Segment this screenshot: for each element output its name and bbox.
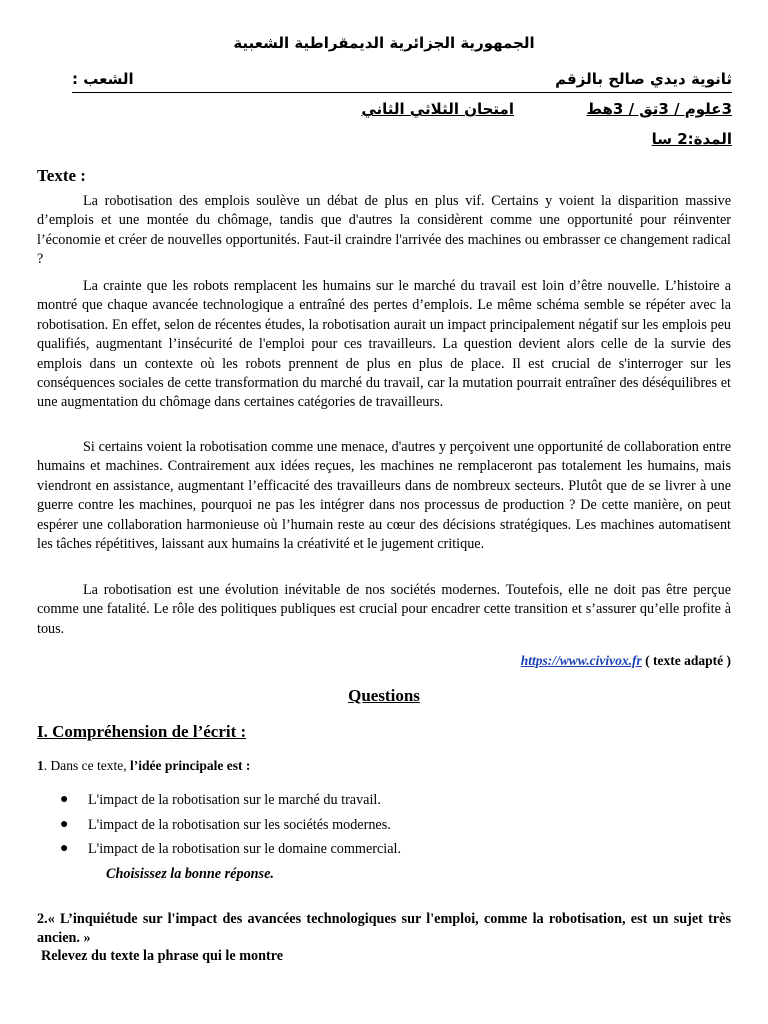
question-1-instruction: Choisissez la bonne réponse. — [106, 866, 274, 882]
class-levels: 3علوم / 3تق / 3هط — [586, 100, 732, 118]
source-note: ( texte adapté ) — [641, 653, 731, 668]
text-heading: Texte : — [37, 166, 86, 185]
question-1 — [37, 758, 250, 774]
paragraph-3: Si certains voient la robotisation comme une menace, d'autres y perçoivent une opportunité de collaboration entre humains et machines. Contrairement aux idées reçues, les machines ne remplaceront pas totalement les humains, mais viendront en assistance, augmentant l’efficacité des travailleurs dans de nombreux secteurs. Plutôt que de se livrer à une guerre contre les machines, pourquoi ne pas les intégrer dans nos processus de production ? De cette manière, on peut espérer une collaboration harmonieuse où l’humain reste au cœur des décisions stratégiques. Les machines automatisent les tâches répétitives, laissant aux humains la créativité et le jugement critique. — [37, 439, 731, 553]
bullet-dot-icon: ● — [60, 816, 69, 832]
question-1-options — [60, 790, 401, 864]
question-2: 2.« L’inquiétude sur l'impact des avancées technologiques sur l'emploi, comme la robotisation, est un sujet très ancien. » — [37, 911, 731, 947]
branch-label: الشعب : — [72, 70, 134, 88]
header-exam-row — [72, 100, 732, 122]
text-source — [521, 653, 731, 669]
list-item — [60, 815, 401, 840]
list-item — [60, 839, 401, 864]
list-item — [60, 790, 401, 815]
option-text: L'impact de la robotisation sur les sociétés modernes. — [88, 816, 391, 833]
country-title: الجمهورية الجزائرية الديمقراطية الشعبية — [233, 34, 535, 52]
exam-title: امتحان الثلاثي الثاني — [361, 100, 514, 118]
paragraph-4: La robotisation est une évolution inévitable de nos sociétés modernes. Toutefois, elle ne doit pas être perçue comme une fatalité. Le rôle des politiques publiques est crucial pour encadrer cette transition et s’assurer qu’elle profite à tous. — [37, 582, 731, 637]
school-name: ثانوية ديدي صالح بالزقم — [555, 70, 732, 88]
source-link[interactable]: https://www.civivox.fr — [520, 653, 642, 668]
header-school-row — [72, 70, 732, 93]
question-1-number: 1 — [37, 758, 44, 773]
bullet-dot-icon: ● — [60, 792, 69, 807]
exam-duration: المدة:2 سا — [651, 130, 732, 148]
option-text: L'impact de la robotisation sur le marché du travail. — [88, 792, 381, 808]
option-text: L'impact de la robotisation sur le domaine commercial. — [88, 841, 402, 857]
paragraph-2: La crainte que les robots remplacent les humains sur le marché du travail est loin d’être nouvelle. L’histoire a montré que chaque avancée technologique a entraîné des pertes d’emplois. Le même schéma semble se répéter avec la robotisation. En effet, selon de récentes études, la robotisation aurait un impact principalement négatif sur les emplois peu qualifiés, augmentant l’insécurité de l'emploi pour ces travailleurs. La question devient alors celle de la survie des emplois dans un contexte où les robots prennent de plus en plus de place. Il est crucial de s'interroger sur les conséquences sociales de cette transformation du marché du travail, car la mutation pourrait entraîner des déséquilibres et une augmentation du chômage dans certaines catégories de travailleurs. — [37, 278, 731, 411]
question-1-bold: l’idée principale est : — [129, 758, 251, 773]
question-1-prefix: . Dans ce texte, — [43, 758, 130, 773]
section-comprehension-title: I. Compréhension de l’écrit : — [37, 722, 247, 741]
header-duration-row — [72, 130, 732, 152]
question-2-instruction: Relevez du texte la phrase qui le montre — [41, 948, 284, 964]
bullet-dot-icon: ● — [60, 841, 69, 856]
questions-heading: Questions — [348, 686, 420, 705]
paragraph-1: La robotisation des emplois soulève un débat de plus en plus vif. Certains y voient la disparition massive d’emplois et une montée du chômage, tandis que d'autres la considèrent comme une opportunité pour réinventer l’économie et créer de nouvelles opportunités. Faut-il craindre l'arrivée des machines ou embrasser ce changement radical ? — [37, 193, 731, 268]
